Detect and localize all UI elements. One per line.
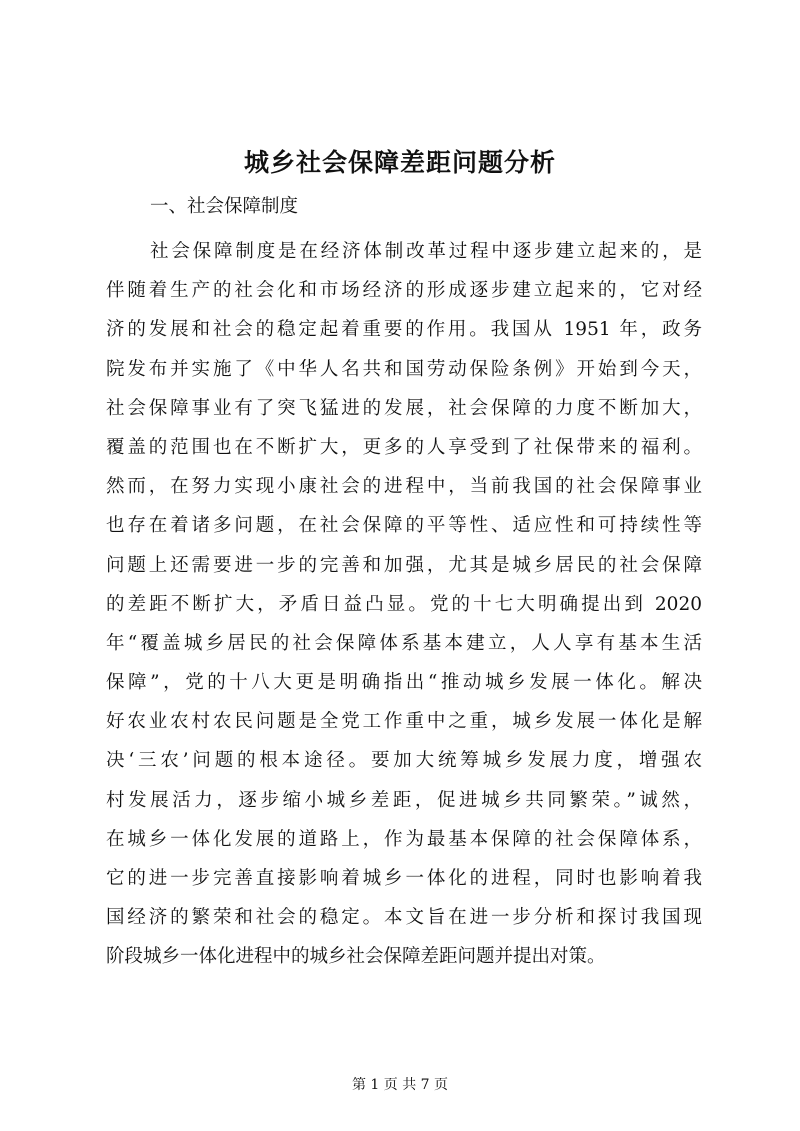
paragraph-line: 在城乡一体化发展的道路上，作为最基本保障的社会保障体系， <box>106 828 702 850</box>
paragraph-line: 然而，在努力实现小康社会的进程中，当前我国的社会保障事业 <box>106 476 702 498</box>
paragraph-line: 决‘三农’问题的根本途径。要加大统筹城乡发展力度，增强农 <box>106 750 702 772</box>
paragraph-line: 济的发展和社会的稳定起着重要的作用。我国从 1951 年，政务 <box>106 319 702 341</box>
paragraph-line: 院发布并实施了《中华人名共和国劳动保险条例》开始到今天， <box>106 358 702 380</box>
paragraph-line: 国经济的繁荣和社会的稳定。本文旨在进一步分析和探讨我国现 <box>106 907 702 929</box>
paragraph-line: 年“覆盖城乡居民的社会保障体系基本建立，人人享有基本生活 <box>106 632 702 654</box>
paragraph-line: 阶段城乡一体化进程中的城乡社会保障差距问题并提出对策。 <box>106 946 606 968</box>
document-title: 城乡社会保障差距问题分析 <box>243 148 556 177</box>
paragraph-line: 问题上还需要进一步的完善和加强，尤其是城乡居民的社会保障 <box>106 554 702 576</box>
paragraph-line: 保障”，党的十八大更是明确指出“推动城乡发展一体化。解决 <box>106 672 702 694</box>
page-number-footer: 第 1 页 共 7 页 <box>351 1077 449 1093</box>
paragraph-line: 的差距不断扩大，矛盾日益凸显。党的十七大明确提出到 2020 <box>106 593 702 615</box>
paragraph-line: 覆盖的范围也在不断扩大，更多的人享受到了社保带来的福利。 <box>106 436 702 458</box>
paragraph-line: 好农业农村农民问题是全党工作重中之重，城乡发展一体化是解 <box>106 711 702 733</box>
paragraph-line: 它的进一步完善直接影响着城乡一体化的进程，同时也影响着我 <box>106 868 702 889</box>
body-paragraph <box>106 232 702 977</box>
paragraph-line: 伴随着生产的社会化和市场经济的形成逐步建立起来的，它对经 <box>106 280 702 302</box>
paragraph-line: 社会保障制度是在经济体制改革过程中逐步建立起来的，是 <box>150 241 702 262</box>
section-heading: 一、社会保障制度 <box>150 196 299 217</box>
paragraph-line: 村发展活力，逐步缩小城乡差距，促进城乡共同繁荣。”诚然， <box>106 789 702 811</box>
paragraph-line: 社会保障事业有了突飞猛进的发展，社会保障的力度不断加大， <box>106 397 702 419</box>
paragraph-line: 也存在着诸多问题，在社会保障的平等性、适应性和可持续性等 <box>106 515 702 537</box>
